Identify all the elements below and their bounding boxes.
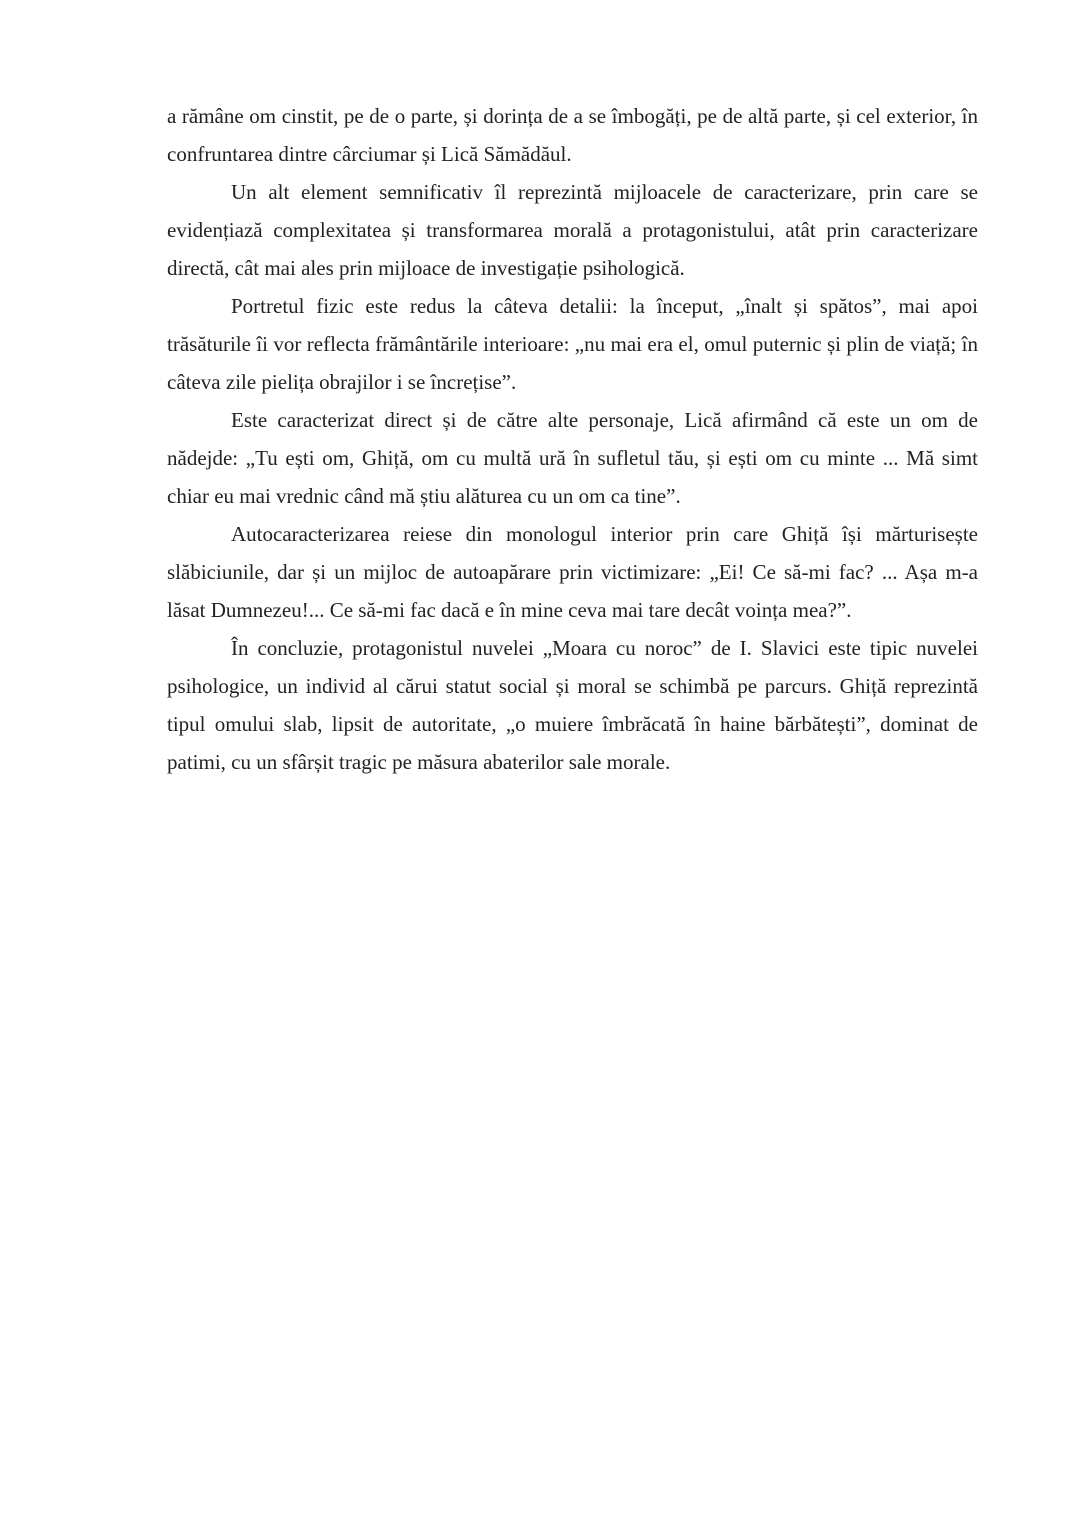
document-body [167,97,978,781]
paragraph-direct-characterization: Este caracterizat direct și de către alte personaje, Lică afirmând că este un om de nădejde: „Tu ești om, Ghiță, om cu multă ură în sufletul tău, și ești om cu minte ... Mă simt chiar eu mai vrednic când mă știu alăturea cu un om ca tine”. [167,408,978,508]
paragraph-self-characterization: Autocaracterizarea reiese din monologul interior prin care Ghiță își mărturisește slăbiciunile, dar și un mijloc de autoapărare prin victimizare: „Ei! Ce să-mi fac? ... Așa m-a lăsat Dumnezeu!... Ce să-mi fac dacă e în mine ceva mai tare decât voința mea?”. [167,522,978,622]
paragraph-conclusion: În concluzie, protagonistul nuvelei „Moara cu noroc” de I. Slavici este tipic nuvelei psihologice, un individ al cărui statut social și moral se schimbă pe parcurs. Ghiță reprezintă tipul omului slab, lipsit de autoritate, „o muiere îmbrăcată în haine bărbătești”, dominat de patimi, cu un sfârșit tragic pe măsura abaterilor sale morale. [167,636,978,774]
paragraph-physical-portrait: Portretul fizic este redus la câteva detalii: la început, „înalt și spătos”, mai apoi trăsăturile îi vor reflecta frământările interioare: „nu mai era el, omul puternic și plin de viață; în câteva zile pielița obrajilor i se încrețise”. [167,294,978,394]
paragraph-characterization-means: Un alt element semnificativ îl reprezintă mijloacele de caracterizare, prin care se evidențiază complexitatea și transformarea morală a protagonistului, atât prin caracterizare directă, cât mai ales prin mijloace de investigație psihologică. [167,180,978,280]
paragraph-continuation: a rămâne om cinstit, pe de o parte, și dorința de a se îmbogăți, pe de altă parte, și cel exterior, în confruntarea dintre cârciumar și Lică Sămădăul. [167,104,978,166]
